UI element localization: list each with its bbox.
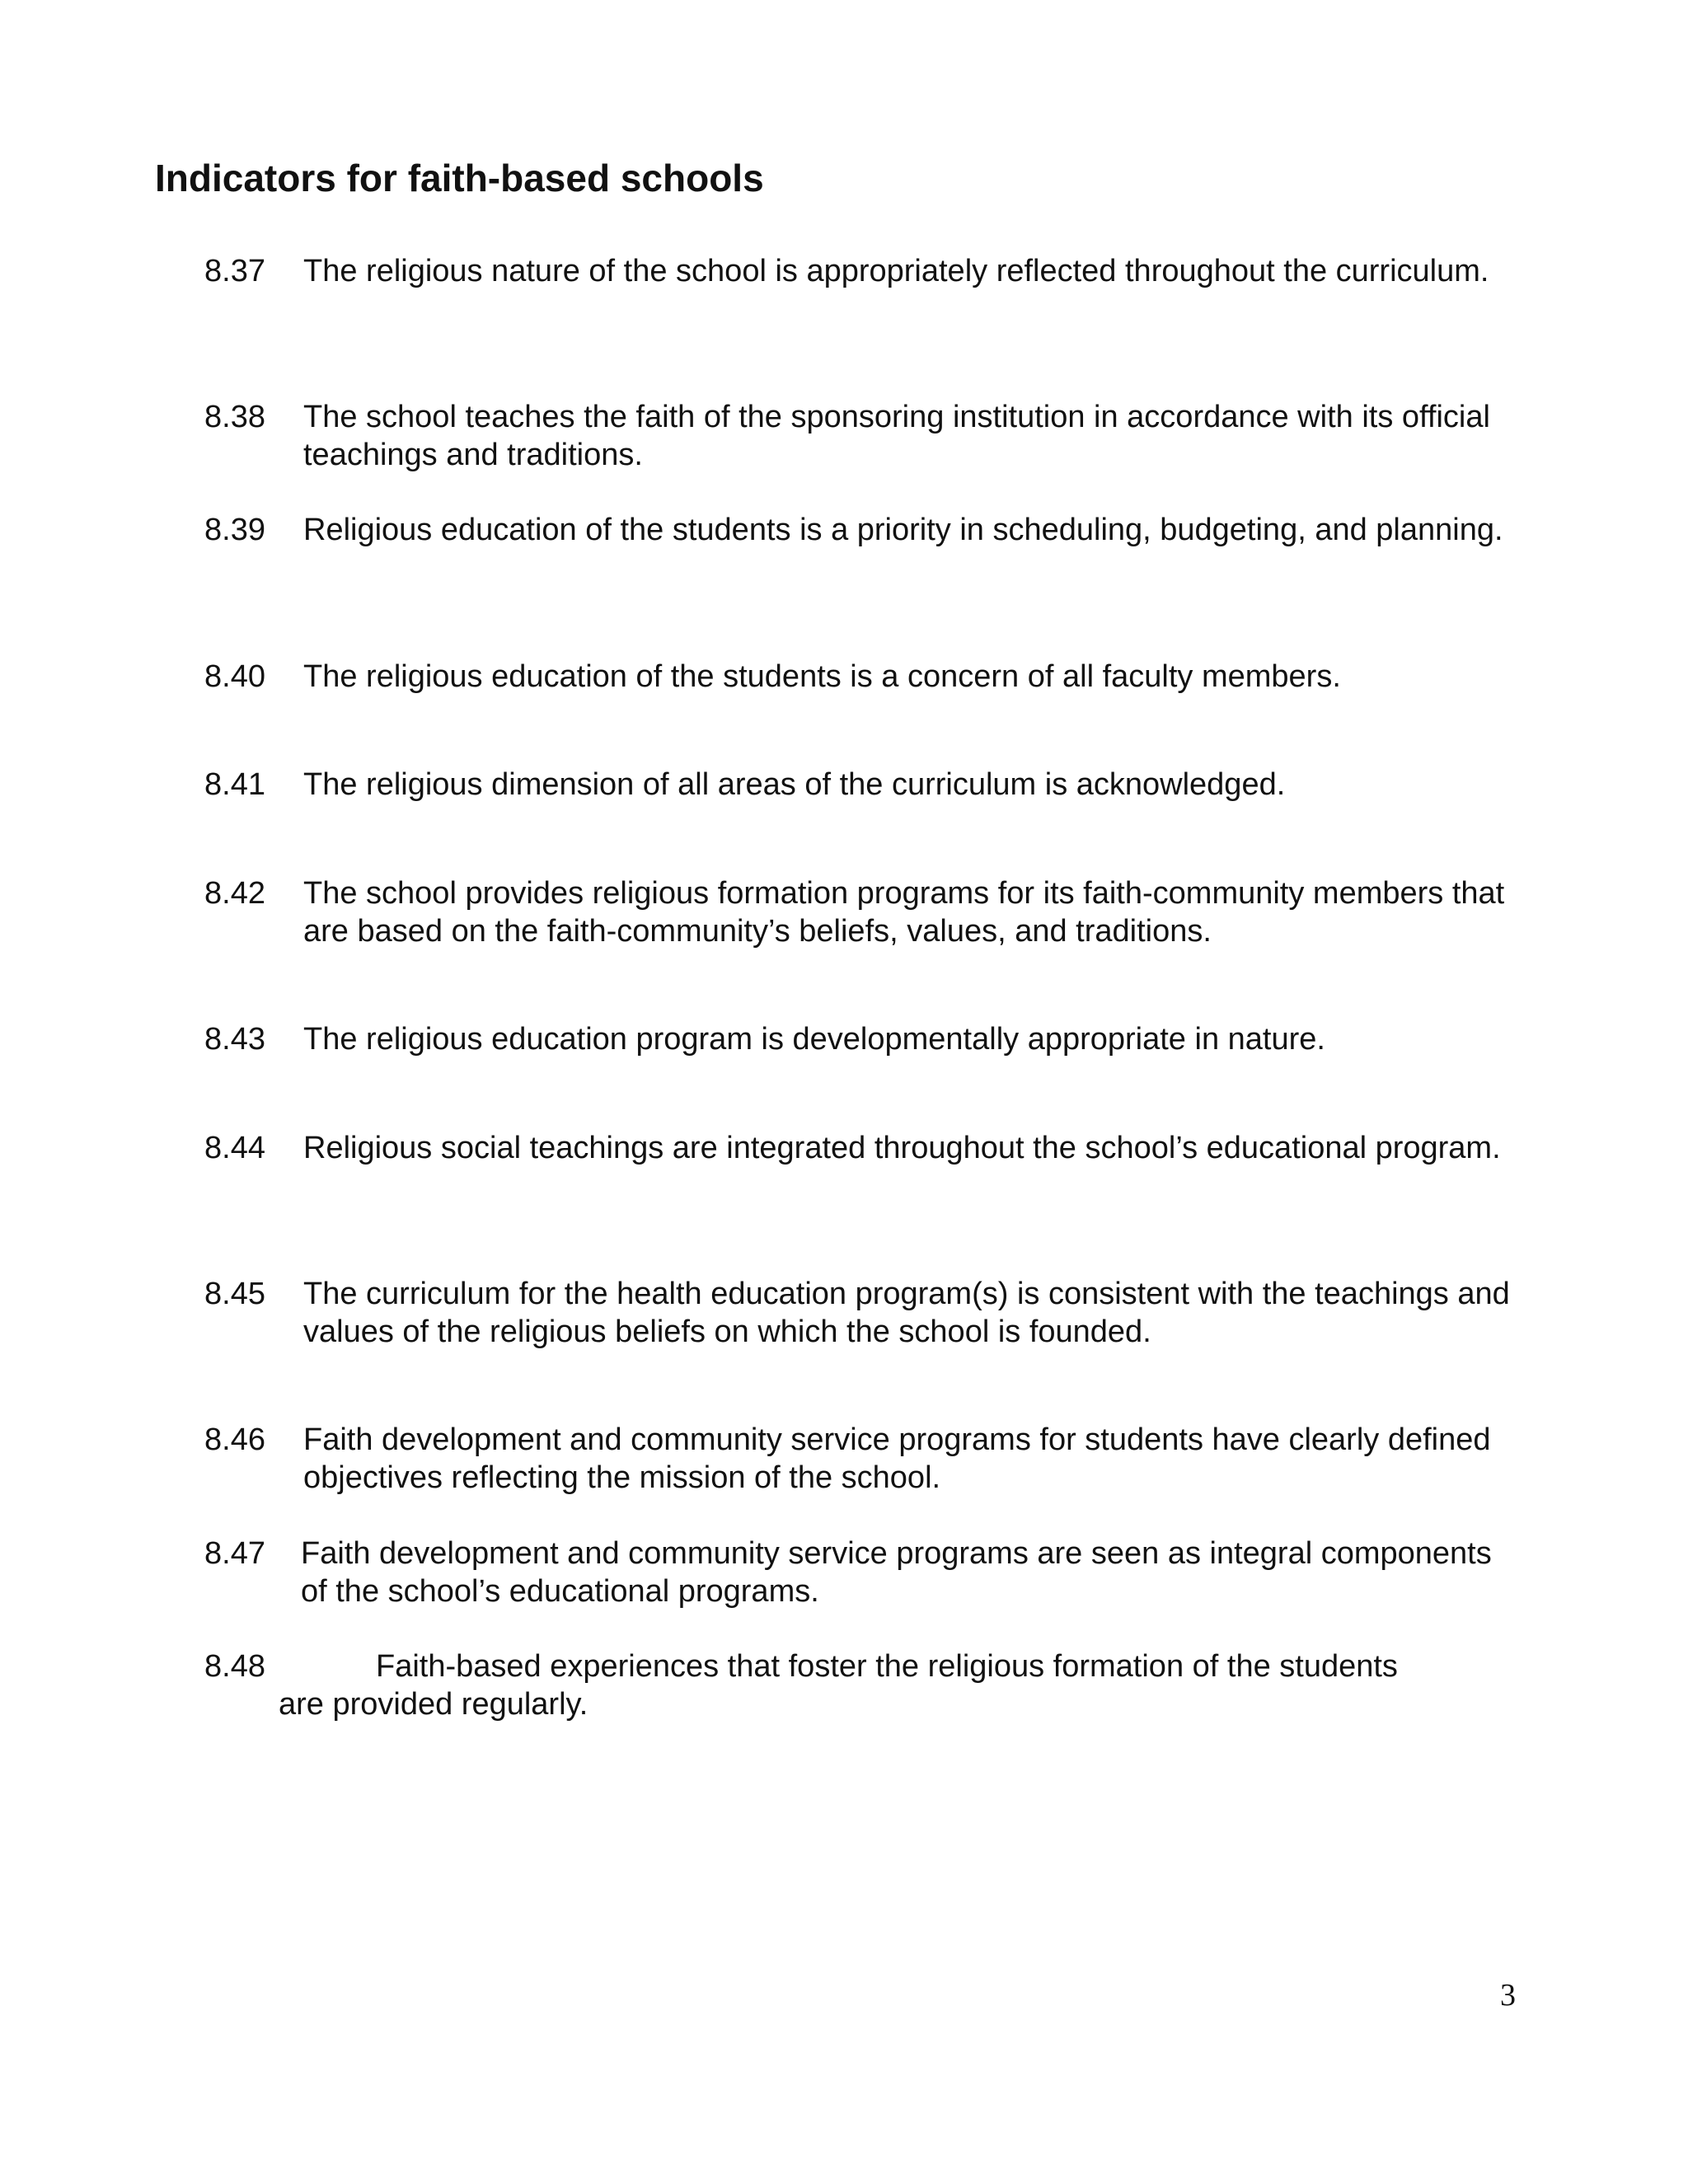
indicator-number: 8.37 — [204, 254, 265, 288]
indicator-text: Faith development and community service programs are seen as integral components of the school’s educational programs. — [301, 1536, 1492, 1609]
indicator-number: 8.42 — [204, 876, 265, 911]
indicator-item — [204, 1275, 1523, 1351]
indicator-item — [204, 511, 1523, 549]
indicator-number: 8.43 — [204, 1022, 265, 1057]
indicator-number: 8.46 — [204, 1422, 265, 1457]
indicator-item — [204, 1535, 1523, 1610]
indicator-text: Religious education of the students is a priority in scheduling, budgeting, and planning. — [303, 513, 1503, 547]
indicator-number: 8.47 — [204, 1536, 265, 1571]
indicator-text: The school teaches the faith of the sponsoring institution in accordance with its official teachings and traditions. — [303, 400, 1490, 472]
indicator-item — [204, 398, 1523, 474]
indicator-number: 8.44 — [204, 1131, 265, 1165]
indicator-item — [204, 1647, 1523, 1723]
section-heading: Indicators for faith-based schools — [155, 157, 764, 199]
indicator-number: 8.45 — [204, 1277, 265, 1311]
indicator-item — [204, 1020, 1523, 1058]
page-number: 3 — [1500, 1978, 1516, 2013]
indicator-item — [204, 252, 1523, 290]
indicator-item — [204, 874, 1523, 950]
indicator-text: Faith development and community service programs for students have clearly defined objectives reflecting the mission of the school. — [303, 1422, 1491, 1495]
indicator-number: 8.39 — [204, 513, 265, 547]
indicator-item — [204, 1129, 1523, 1167]
indicator-number: 8.41 — [204, 767, 265, 802]
indicator-text: The curriculum for the health education program(s) is consistent with the teachings and values of the religious beliefs on which the school is founded. — [303, 1277, 1510, 1349]
indicator-text: The religious nature of the school is appropriately reflected throughout the curriculum. — [303, 254, 1489, 288]
indicator-number: 8.48 — [204, 1649, 265, 1684]
indicator-text: The religious education of the students is a concern of all faculty members. — [303, 659, 1341, 694]
indicator-number: 8.40 — [204, 659, 265, 694]
indicator-text: The religious education program is developmentally appropriate in nature. — [303, 1022, 1325, 1057]
indicator-text: The school provides religious formation programs for its faith-community members that are based on the faith-community’s beliefs, values, and traditions. — [303, 876, 1505, 949]
indicator-text: Religious social teachings are integrated throughout the school’s educational program. — [303, 1131, 1501, 1165]
indicator-text: The religious dimension of all areas of the curriculum is acknowledged. — [303, 767, 1286, 802]
indicator-number: 8.38 — [204, 400, 265, 434]
indicator-item — [204, 658, 1523, 696]
indicator-text: Faith-based experiences that foster the religious formation of the students are provided regularly. — [279, 1649, 1398, 1722]
indicator-item — [204, 1421, 1523, 1497]
indicator-item — [204, 766, 1523, 804]
